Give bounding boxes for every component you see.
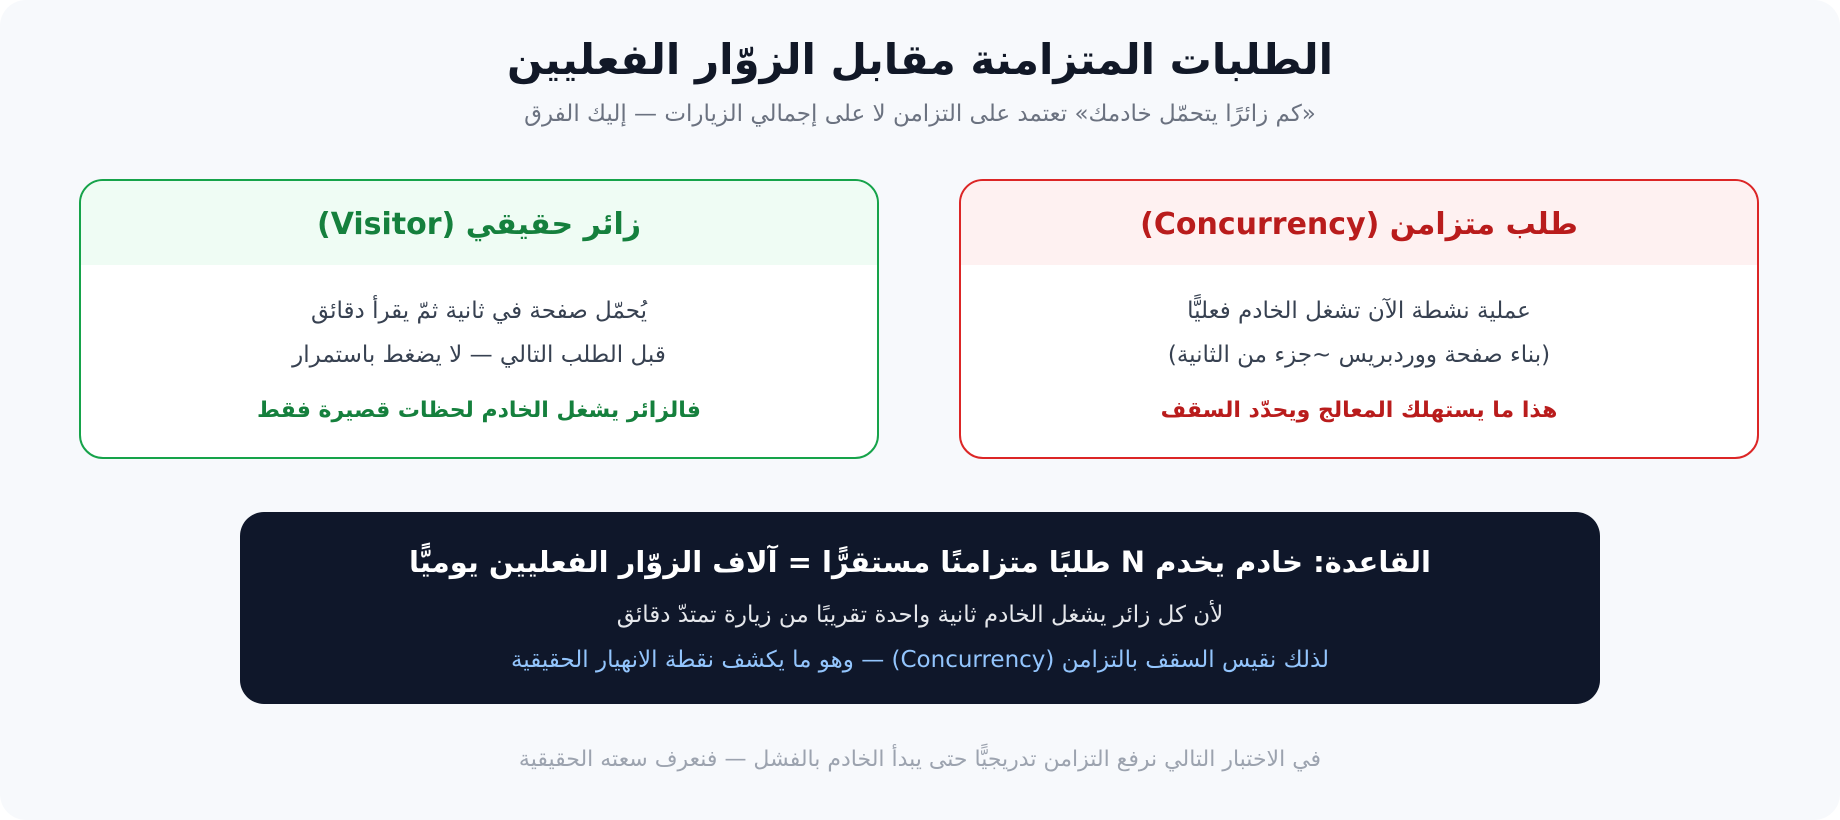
page-subtitle: «كم زائرًا يتحمّل خادمك» تعتمد على التزامن لا على إجمالي الزيارات — إليك الفرق <box>524 101 1316 127</box>
page-title: الطلبات المتزامنة مقابل الزوّار الفعليين <box>506 35 1333 84</box>
visitor-card-emphasis: فالزائر يشغل الخادم لحظات قصيرة فقط <box>257 398 701 423</box>
concurrency-card-title: طلب متزامن (Concurrency) <box>961 181 1757 265</box>
rule-box <box>240 512 1600 704</box>
rule-title: القاعدة: خادم يخدم N طلبًا متزامنًا مستقرًّا = آلاف الزوّار الفعليين يوميًّا <box>409 545 1431 579</box>
visitor-card <box>79 179 879 459</box>
visitor-card-title: زائر حقيقي (Visitor) <box>81 181 877 265</box>
concurrency-card <box>959 179 1759 459</box>
concurrency-card-line-1: عملية نشطة الآن تشغل الخادم فعليًّا <box>1187 298 1531 324</box>
visitor-card-line-1: يُحمّل صفحة في ثانية ثمّ يقرأ دقائق <box>310 298 648 324</box>
rule-explanation: لأن كل زائر يشغل الخادم ثانية واحدة تقريبًا من زيارة تمتدّ دقائق <box>616 602 1224 628</box>
visitor-card-line-2: قبل الطلب التالي — لا يضغط باستمرار <box>292 342 666 368</box>
rule-conclusion: لذلك نقيس السقف بالتزامن (Concurrency) — وهو ما يكشف نقطة الانهيار الحقيقية <box>510 647 1330 673</box>
concurrency-card-line-2: (بناء صفحة ووردبريس ~جزء من الثانية) <box>1167 342 1551 368</box>
concurrency-card-emphasis: هذا ما يستهلك المعالج ويحدّد السقف <box>1160 398 1558 423</box>
footer-note: في الاختبار التالي نرفع التزامن تدريجيًّا حتى يبدأ الخادم بالفشل — فنعرف سعته الحقيقية <box>518 747 1322 772</box>
